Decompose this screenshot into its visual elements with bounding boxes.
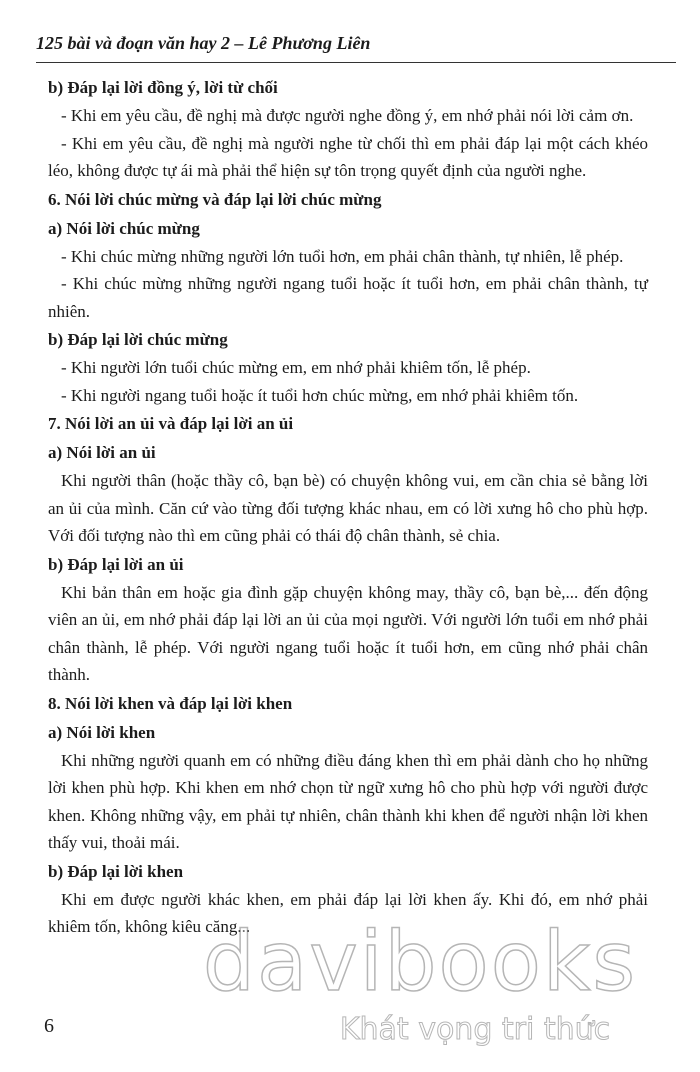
body-paragraph: Khi bản thân em hoặc gia đình gặp chuyện không may, thầy cô, bạn bè,... đến động viên an ủi, em nhớ phải đáp lại lời an ủi của mọi người. Với người lớn tuổi em nhớ phải chân thành, lễ phép. Với người ngang tuổi hoặc ít tuổi hơn, em cũng nhớ phải chân thành.: [48, 582, 648, 684]
body-paragraph: - Khi em yêu cầu, đề nghị mà người nghe từ chối thì em phải đáp lại một cách khéo léo, không được tự ái mà phải thể hiện sự tôn trọng quyết định của người nghe.: [48, 133, 648, 180]
body-paragraph: Khi những người quanh em có những điều đáng khen thì em phải dành cho họ những lời khen phù hợp. Khi khen em nhớ chọn từ ngữ xưng hô cho phù hợp với người được khen. Không những vậy, em phải tự nhiên, chân thành khi khen để người nhận lời khen thấy vui, thoải mái.: [48, 750, 648, 852]
running-header: 125 bài và đoạn văn hay 2 – Lê Phương Liên: [36, 30, 676, 63]
section-heading: b) Đáp lại lời đồng ý, lời từ chối: [48, 78, 278, 97]
watermark-logo: davibooks: [202, 915, 638, 1010]
section-heading: a) Nói lời chúc mừng: [48, 218, 200, 238]
section-heading: b) Đáp lại lời chúc mừng: [48, 330, 228, 349]
section-heading: 7. Nói lời an ủi và đáp lại lời an ủi: [48, 414, 294, 433]
section-heading: b) Đáp lại lời an ủi: [48, 554, 184, 574]
body-paragraph: - Khi em yêu cầu, đề nghị mà được người nghe đồng ý, em nhớ phải nói lời cảm ơn.: [61, 106, 634, 125]
page-content: [48, 73, 648, 941]
page-number: 6: [44, 1015, 54, 1037]
section-heading: 8. Nói lời khen và đáp lại lời khen: [48, 693, 293, 713]
watermark-tagline: Khát vọng tri thức: [339, 1012, 611, 1047]
body-paragraph: - Khi người lớn tuổi chúc mừng em, em nhớ phải khiêm tốn, lễ phép.: [61, 358, 531, 377]
body-paragraph: - Khi người ngang tuổi hoặc ít tuổi hơn chúc mừng, em nhớ phải khiêm tốn.: [61, 385, 579, 405]
section-heading: b) Đáp lại lời khen: [48, 861, 184, 881]
body-paragraph: - Khi chúc mừng những người ngang tuổi hoặc ít tuổi hơn, em phải chân thành, tự nhiên.: [48, 274, 648, 321]
body-paragraph: Khi người thân (hoặc thầy cô, bạn bè) có chuyện không vui, em cần chia sẻ bằng lời an ủi của mình. Căn cứ vào từng đối tượng khác nhau, em có lời xưng hô cho phù hợp. Với đối tượng nào thì em cũng phải có thái độ chân thành, sẻ chia.: [48, 471, 648, 545]
body-paragraph: Khi em được người khác khen, em phải đáp lại lời khen ấy. Khi đó, em nhớ phải khiêm tốn, không kiêu căng...: [48, 889, 648, 936]
section-heading: a) Nói lời khen: [48, 722, 156, 742]
body-paragraph: - Khi chúc mừng những người lớn tuổi hơn, em phải chân thành, tự nhiên, lễ phép.: [61, 246, 624, 266]
section-heading: a) Nói lời an ủi: [48, 443, 156, 462]
section-heading: 6. Nói lời chúc mừng và đáp lại lời chúc mừng: [48, 189, 382, 209]
